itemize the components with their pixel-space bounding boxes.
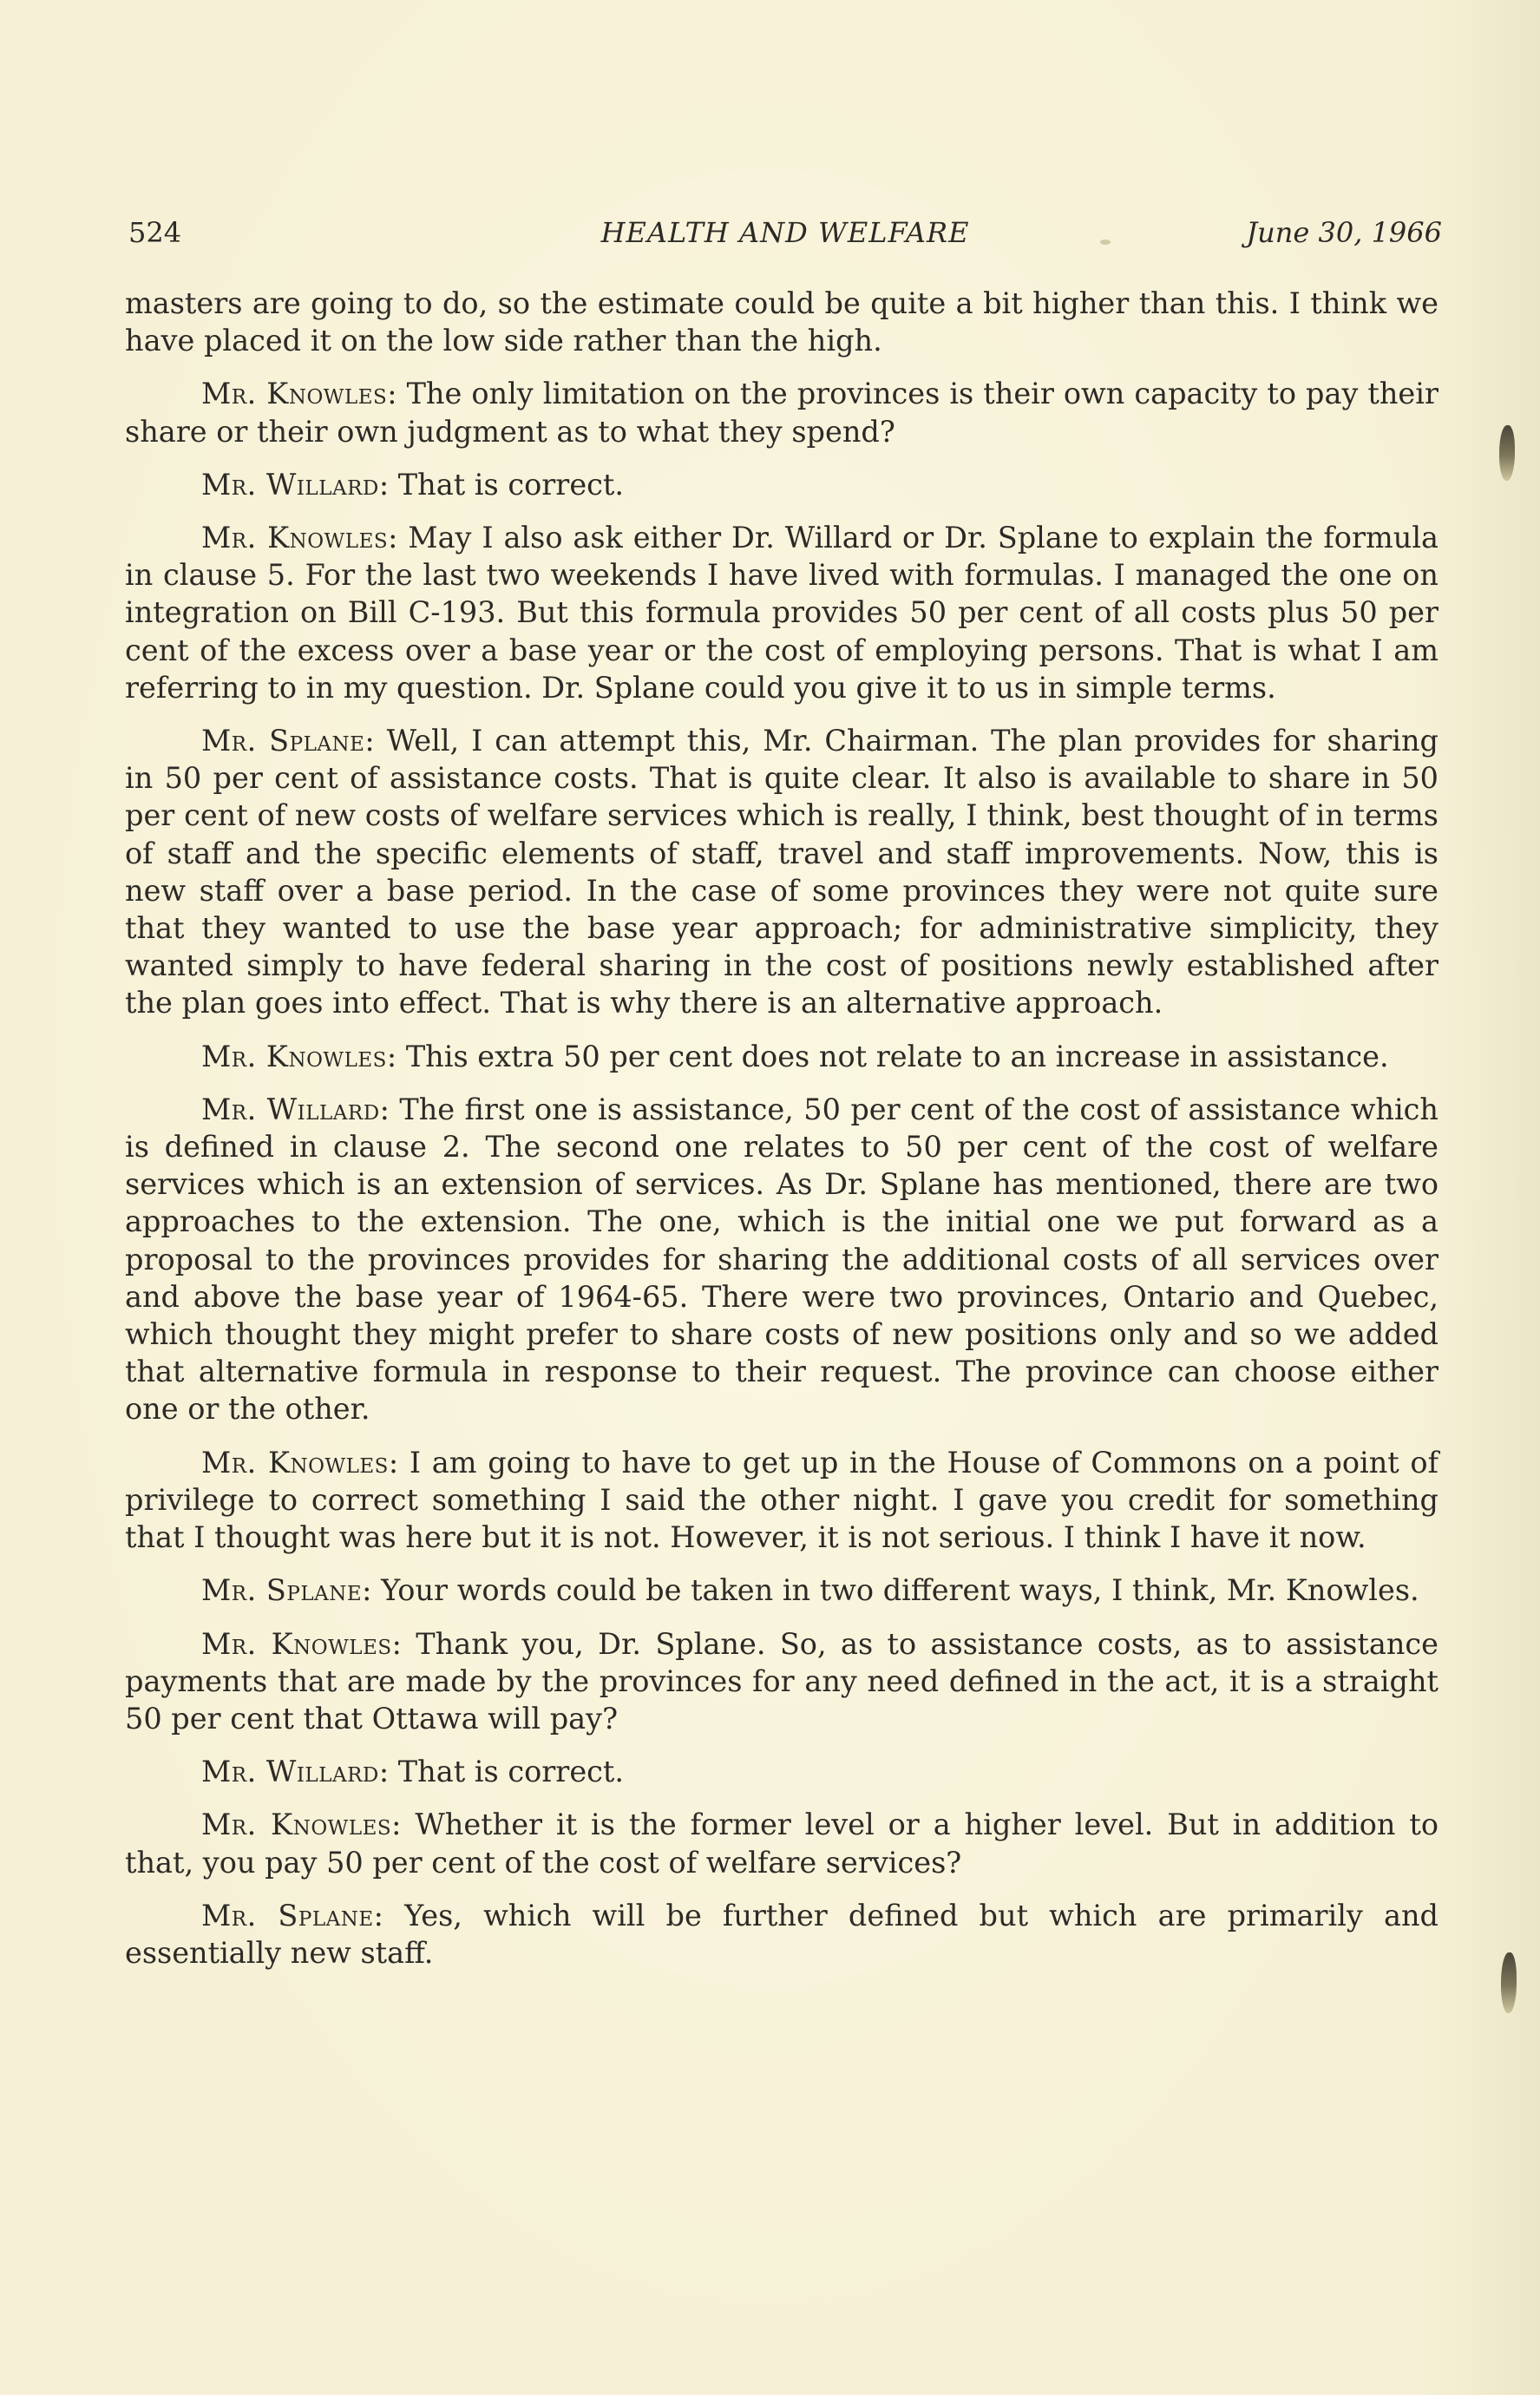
paragraph: Mr. Splane: Yes, which will be further defined but which are primarily and essentially new staff. (125, 1898, 1438, 1970)
paragraph-text: I am going to have to get up in the House of Commons on a point of privilege to correct something I said the other night. I gave you credit for something that I thought was here but it is not. However, it is not serious. I think I have it now. (125, 1445, 1439, 1555)
margin-ink-mark (1501, 1952, 1517, 2013)
paragraph-text: The only limitation on the provinces is their own capacity to pay their share or their own judgment as to what they spend? (125, 377, 1438, 449)
paragraph-text: masters are going to do, so the estimate could be quite a bit higher than this. I think we have placed it on the low side rather than the high. (125, 286, 1438, 358)
paragraph-text: Well, I can attempt this, Mr. Chairman. The plan provides for sharing in 50 per cent of assistance costs. That is quite clear. It also is available to share in 50 per cent of new costs of welfare services which is really, I think, best thought of in terms of staff and the specific elements of staff, travel and staff improvements. Now, this is new staff over a base period. In the case of some provinces they were not quite sure that they wanted to use the base year approach; for administrative simplicity, they wanted simply to have federal sharing in the cost of positions newly established after the plan goes into effect. That is why there is an alternative approach. (125, 724, 1438, 1020)
speaker-name: Mr. Knowles (201, 1626, 392, 1661)
paragraph: Mr. Knowles: The only limitation on the provinces is their own capacity to pay their share or their own judgment as to what they spend? (125, 377, 1438, 449)
speaker-name: Mr. Splane (201, 724, 365, 758)
paragraph: Mr. Knowles: I am going to have to get up in the House of Commons on a point of privilege to correct something I said the other night. I gave you credit for something that I thought was here but it is not. However, it is not serious. I think I have it now. (125, 1445, 1439, 1555)
header-date: June 30, 1966 (1246, 216, 1442, 249)
paragraph-text: Thank you, Dr. Splane. So, as to assistance costs, as to assistance payments that are made by the provinces for any need defined in the act, it is a straight 50 per cent that Ottawa will pay? (125, 1626, 1438, 1736)
page-number: 524 (128, 216, 182, 249)
paragraph: Mr. Knowles: Thank you, Dr. Splane. So, as to assistance costs, as to assistance payments that are made by the provinces for any need defined in the act, it is a straight 50 per cent that Ottawa will pay? (125, 1626, 1438, 1736)
paragraph-text: May I also ask either Dr. Willard or Dr. Splane to explain the formula in clause 5. For the last two weekends I have lived with formulas. I managed the one on integration on Bill C-193. But this formula provides 50 per cent of all costs plus 50 per cent of the excess over a base year or the cost of employing persons. That is what I am referring to in my question. Dr. Splane could you give it to us in simple terms. (125, 521, 1439, 705)
paragraph-text: That is correct. (397, 467, 625, 502)
paragraph: Mr. Splane: Your words could be taken in two different ways, I think, Mr. Knowles. (201, 1573, 1419, 1608)
paragraph: Mr. Knowles: This extra 50 per cent does not relate to an increase in assistance. (201, 1039, 1389, 1073)
paragraph-text: Whether it is the former level or a higher level. But in addition to that, you pay 50 per cent of the cost of welfare services? (125, 1808, 1439, 1880)
speaker-name: Mr. Knowles (201, 521, 389, 555)
speaker-name: Mr. Splane (201, 1573, 363, 1608)
paragraph-text: This extra 50 per cent does not relate to an increase in assistance. (405, 1039, 1389, 1073)
speaker-name: Mr. Willard (201, 1092, 380, 1126)
running-title: HEALTH AND WELFARE (600, 216, 970, 249)
speaker-name: Mr. Knowles (201, 1808, 392, 1842)
paragraph: Mr. Willard: The first one is assistance, 50 per cent of the cost of assistance which is defined in clause 2. The second one relates to 50 per cent of the cost of welfare services which is an extension of services. As Dr. Splane has mentioned, there are two approaches to the extension. The one, which is the initial one we put forward as a proposal to the provinces provides for sharing the additional costs of all services over and above the base year of 1964-65. There were two provinces, Ontario and Quebec, which thought they might prefer to share costs of new positions only and so we added that alternative formula in response to their request. The province can choose either one or the other. (125, 1092, 1438, 1427)
speaker-name: Mr. Willard (201, 1755, 379, 1789)
margin-ink-mark (1499, 425, 1515, 481)
speaker-name: Mr. Willard (201, 467, 379, 502)
speaker-name: Mr. Knowles (201, 1445, 389, 1480)
running-header (128, 213, 1442, 252)
paragraph: Mr. Willard: That is correct. (201, 1755, 625, 1789)
transcript-body (125, 285, 1438, 1987)
paragraph-text: Your words could be taken in two different ways, I think, Mr. Knowles. (381, 1573, 1419, 1608)
speaker-name: Mr. Splane (201, 1898, 374, 1932)
paragraph: Mr. Knowles: Whether it is the former level or a higher level. But in addition to that, you pay 50 per cent of the cost of welfare services? (125, 1808, 1439, 1880)
paper-speck (1100, 240, 1111, 245)
paragraph-text: That is correct. (397, 1755, 625, 1789)
paragraph-text: The first one is assistance, 50 per cent of the cost of assistance which is defined in clause 2. The second one relates to 50 per cent of the cost of welfare services which is an extension of services. As Dr. Splane has mentioned, there are two approaches to the extension. The one, which is the initial one we put forward as a proposal to the provinces provides for sharing the additional costs of all services over and above the base year of 1964-65. There were two provinces, Ontario and Quebec, which thought they might prefer to share costs of new positions only and so we added that alternative formula in response to their request. The province can choose either one or the other. (125, 1092, 1438, 1427)
speaker-name: Mr. Knowles (201, 377, 388, 411)
speaker-name: Mr. Knowles (201, 1039, 387, 1073)
paragraph: Mr. Willard: That is correct. (201, 467, 625, 502)
paragraph: Mr. Knowles: May I also ask either Dr. Willard or Dr. Splane to explain the formula in clause 5. For the last two weekends I have lived with formulas. I managed the one on integration on Bill C-193. But this formula provides 50 per cent of all costs plus 50 per cent of the excess over a base year or the cost of employing persons. That is what I am referring to in my question. Dr. Splane could you give it to us in simple terms. (125, 521, 1439, 705)
paragraph: Mr. Splane: Well, I can attempt this, Mr. Chairman. The plan provides for sharing in 50 per cent of assistance costs. That is quite clear. It also is available to share in 50 per cent of new costs of welfare services which is really, I think, best thought of in terms of staff and the specific elements of staff, travel and staff improvements. Now, this is new staff over a base period. In the case of some provinces they were not quite sure that they wanted to use the base year approach; for administrative simplicity, they wanted simply to have federal sharing in the cost of positions newly established after the plan goes into effect. That is why there is an alternative approach. (125, 724, 1438, 1020)
paragraph-text: Yes, which will be further defined but which are primarily and essentially new staff. (125, 1898, 1438, 1970)
paragraph-continuation (125, 285, 1438, 359)
